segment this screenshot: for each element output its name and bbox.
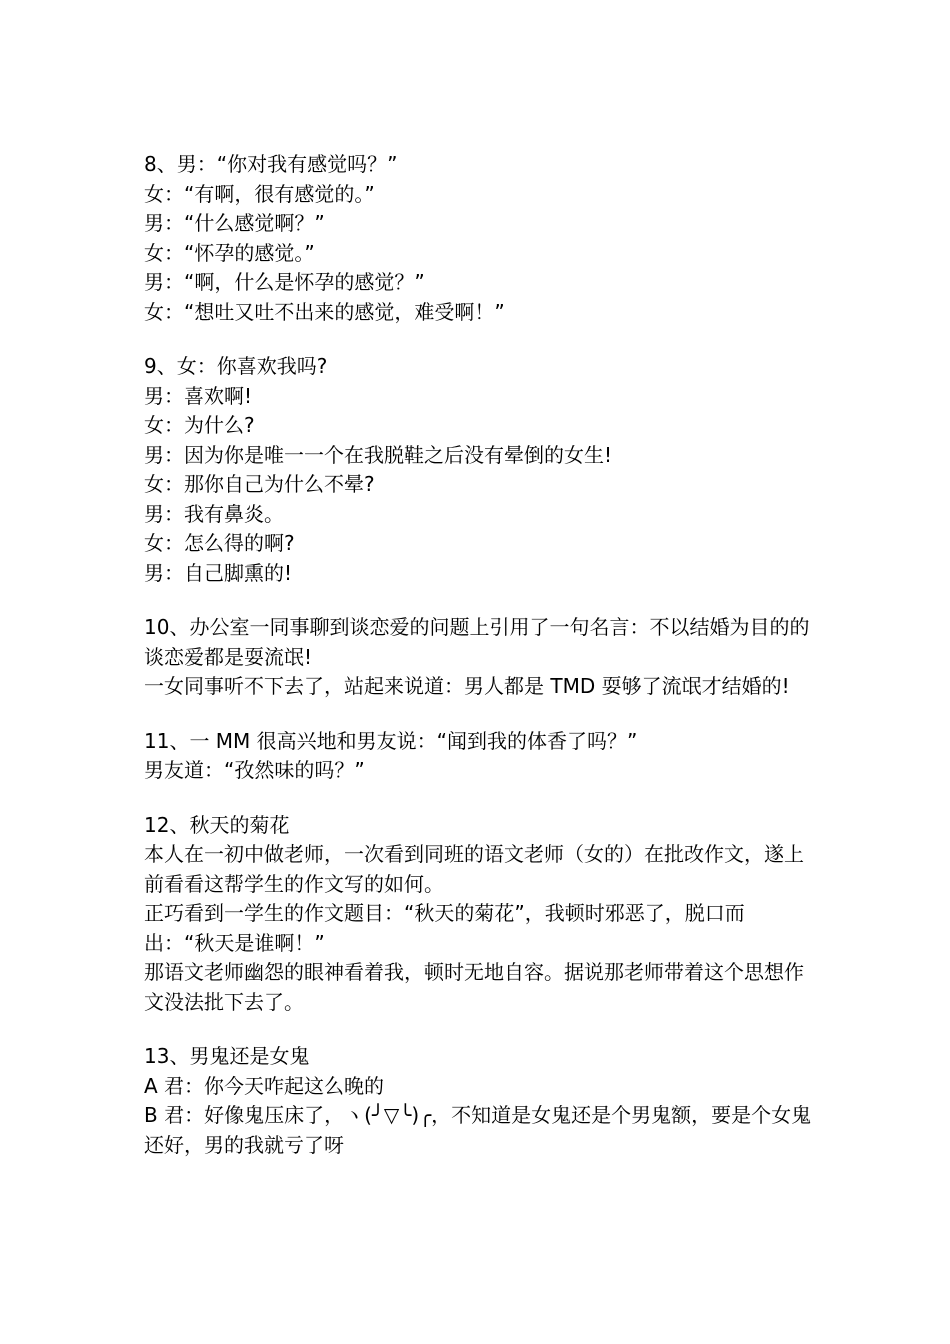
text-line: 13、男鬼还是女鬼 — [144, 1044, 310, 1068]
text-line: 11、一 MM 很高兴地和男友说：“闻到我的体香了吗？” — [144, 728, 638, 753]
text-line: 女：“想吐又吐不出来的感觉，难受啊！” — [144, 299, 505, 324]
text-line: 女：那你自己为什么不晕? — [144, 472, 375, 496]
text-line: 女：“怀孕的感觉。” — [144, 240, 315, 265]
text-line: 12、秋天的菊花 — [144, 812, 290, 837]
text-line: 男：我有鼻炎。 — [144, 501, 284, 526]
text-line: A 君：你今天咋起这么晚的 — [144, 1073, 385, 1098]
joke-9 — [144, 352, 814, 588]
text-line: 男：喜欢啊! — [144, 383, 253, 408]
text-line: 8、男：“你对我有感觉吗？” — [144, 152, 398, 176]
text-line: 女：为什么? — [144, 413, 255, 437]
text-line: 10、办公室一同事聊到谈恋爱的问题上引用了一句名言：不以结婚为目的的谈恋爱都是耍流氓! — [144, 615, 810, 669]
text-line: 男友道：“孜然味的吗？” — [144, 758, 365, 782]
text-line: 那语文老师幽怨的眼神看着我，顿时无地自容。据说那老师带着这个思想作文没法批下去了。 — [144, 960, 804, 1014]
joke-11 — [144, 727, 814, 786]
text-line: 正巧看到一学生的作文题目：“秋天的菊花”，我顿时邪恶了，脱口而出：“秋天是谁啊！” — [144, 901, 745, 955]
text-line: B 君：好像鬼压床了，ヽ(╯▽╰)╭，不知道是女鬼还是个男鬼额，要是个女鬼还好，男的我就亏了呀 — [144, 1103, 812, 1157]
text-line: 女：怎么得的啊? — [144, 531, 295, 555]
text-line: 本人在一初中做老师，一次看到同班的语文老师（女的）在批改作文，遂上前看看这帮学生的作文写的如何。 — [144, 842, 804, 896]
joke-12 — [144, 811, 814, 1018]
text-line: 女：“有啊，很有感觉的。” — [144, 181, 375, 206]
text-line: 一女同事听不下去了，站起来说道：男人都是 TMD 耍够了流氓才结婚的! — [144, 674, 790, 698]
document-page — [144, 150, 814, 1185]
joke-8 — [144, 150, 814, 327]
text-line: 男：“啊，什么是怀孕的感觉？” — [144, 270, 425, 294]
text-line: 男：因为你是唯一一个在我脱鞋之后没有晕倒的女生! — [144, 442, 613, 467]
joke-10 — [144, 613, 814, 702]
text-line: 男：“什么感觉啊？” — [144, 211, 325, 235]
text-line: 9、女：你喜欢我吗? — [144, 354, 328, 378]
text-line: 男：自己脚熏的! — [144, 560, 293, 585]
joke-13 — [144, 1042, 814, 1160]
